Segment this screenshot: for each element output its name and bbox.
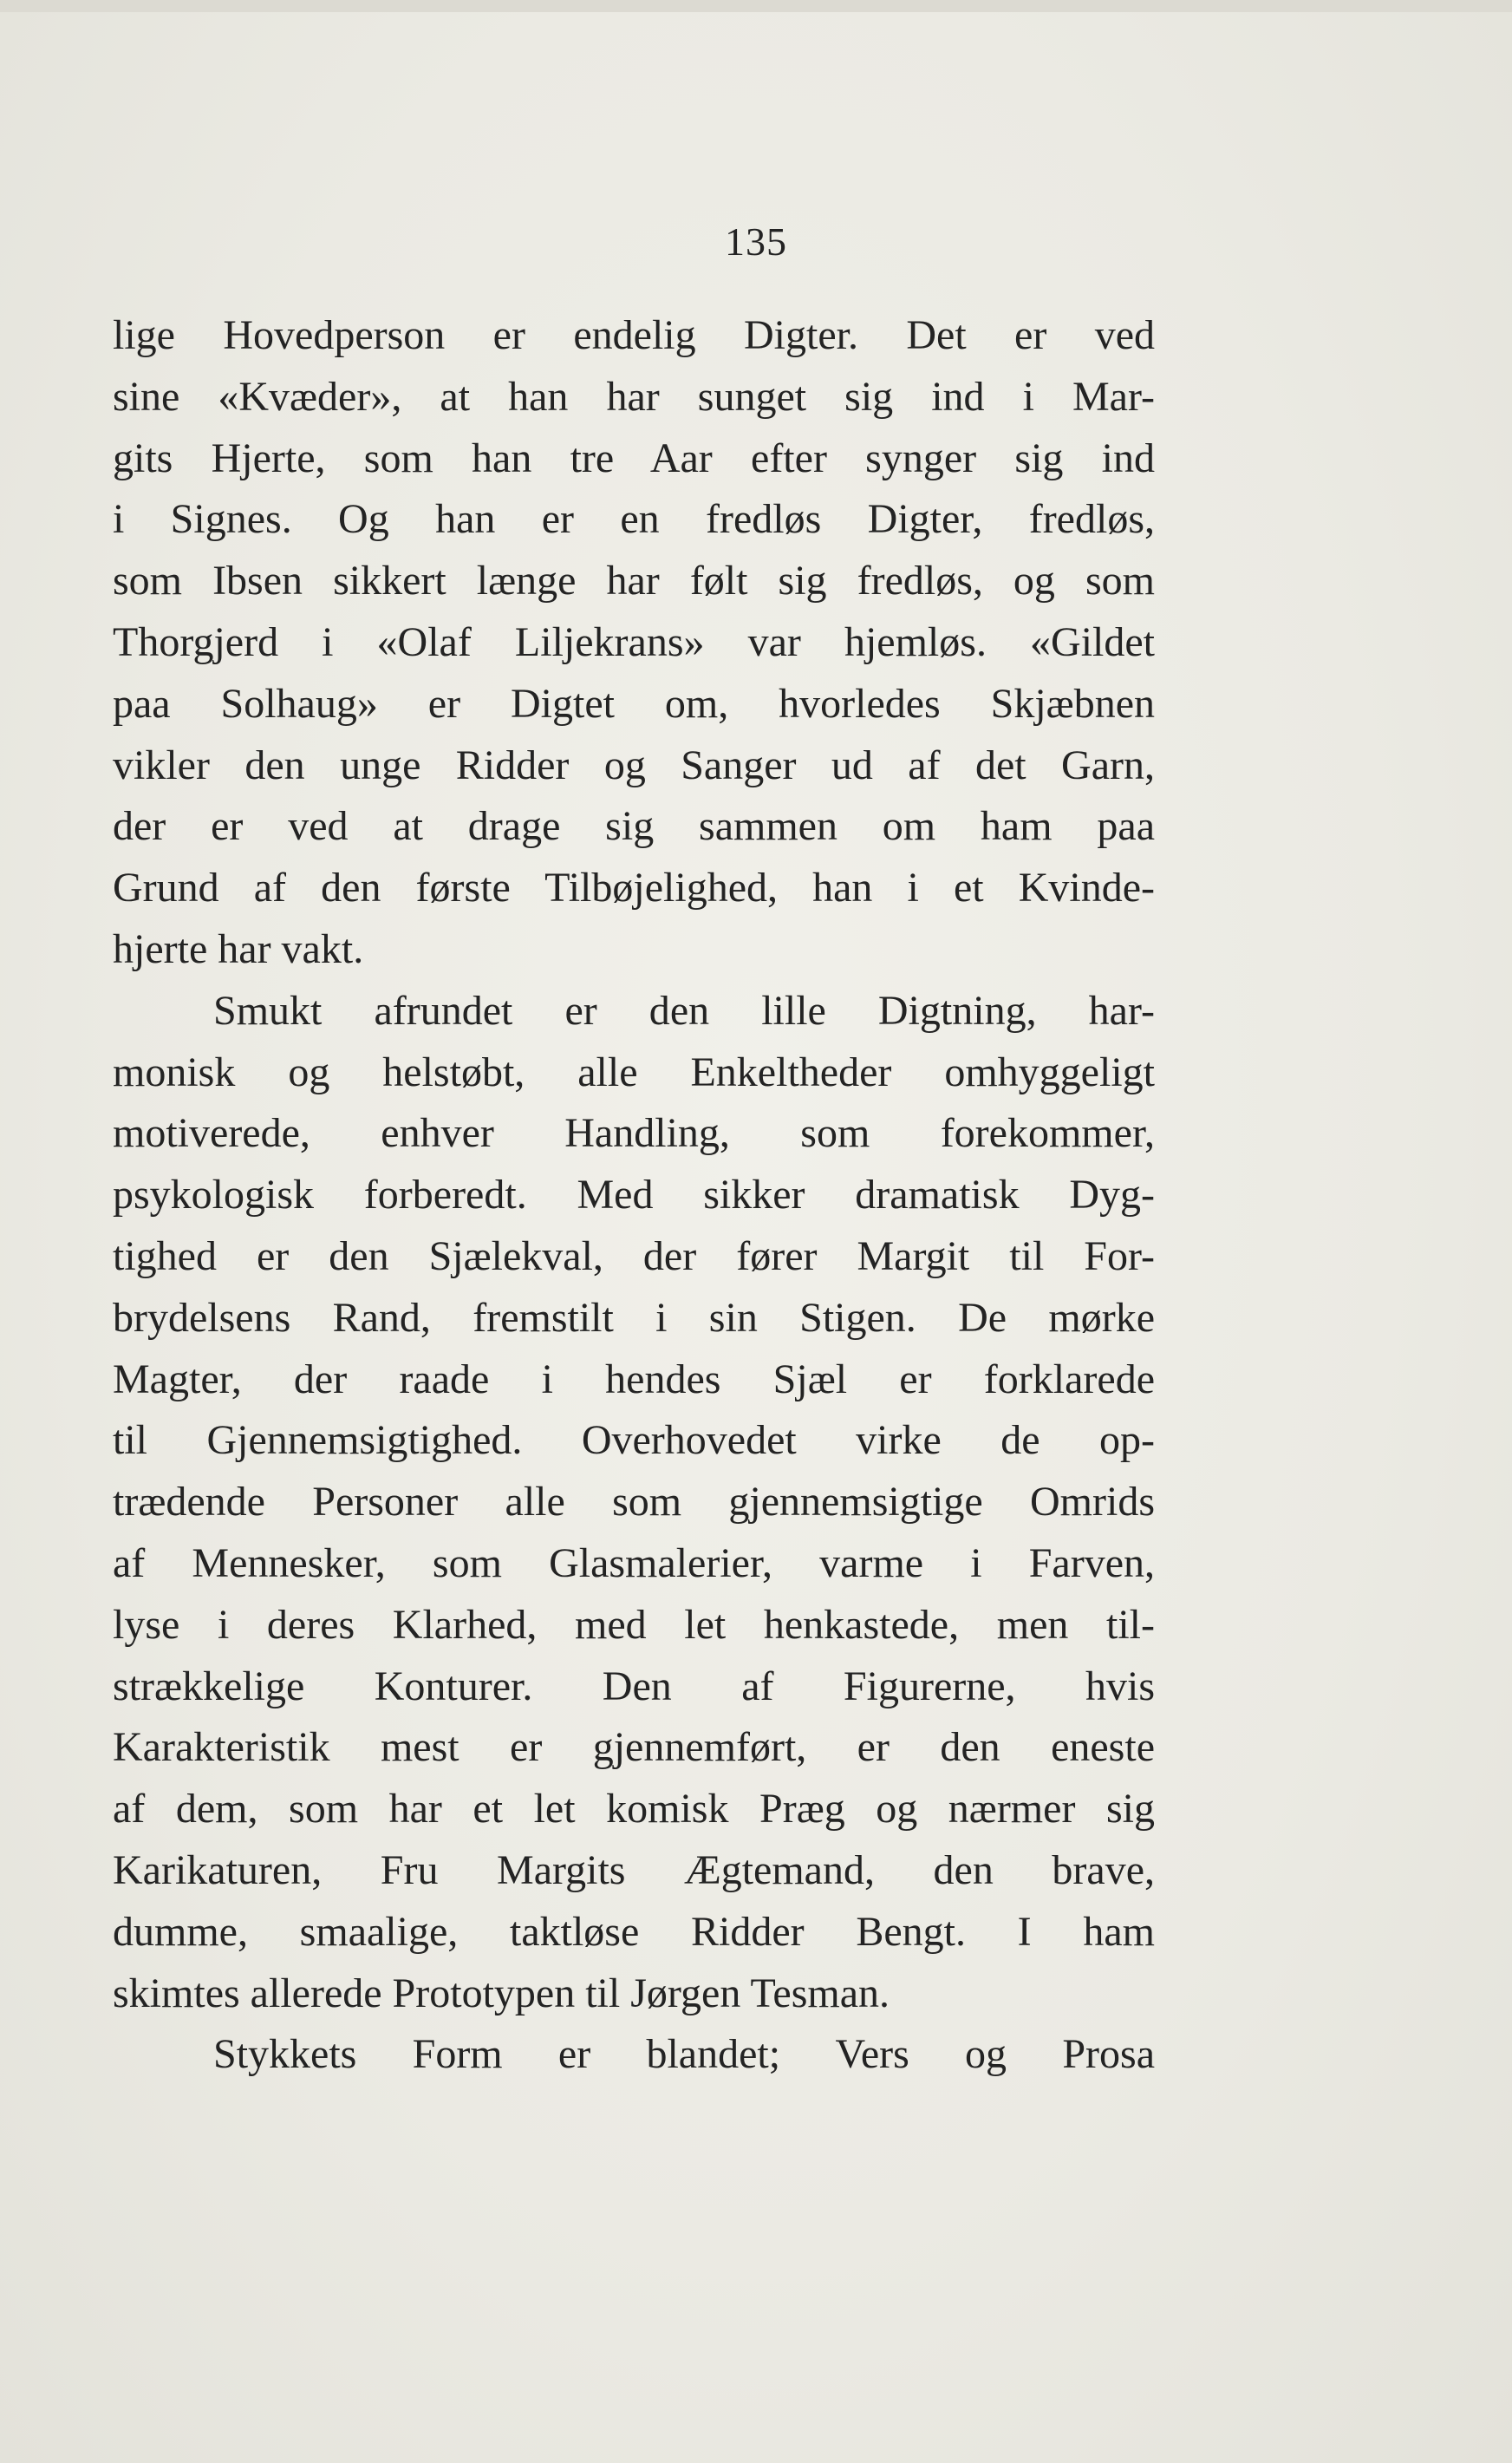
text-line: Stykkets Form er blandet; Vers og Prosa xyxy=(213,2031,1155,2078)
text-line: der er ved at drage sig sammen om ham paa xyxy=(113,803,1155,850)
page-top-edge xyxy=(0,0,1512,12)
text-line: lige Hovedperson er endelig Digter. Det er ved xyxy=(113,312,1155,358)
text-line: paa Solhaug» er Digtet om, hvorledes Skjæbnen xyxy=(113,680,1155,727)
text-line: af Mennesker, som Glasmalerier, varme i Farven, xyxy=(113,1539,1155,1586)
text-line: sine «Kvæder», at han har sunget sig ind i Mar- xyxy=(113,373,1155,420)
text-line: tighed er den Sjælekval, der fører Margit til For- xyxy=(113,1232,1155,1279)
text-line: trædende Personer alle som gjennemsigtige Omrids xyxy=(113,1479,1155,1525)
text-line: vikler den unge Ridder og Sanger ud af det Garn, xyxy=(113,742,1155,788)
text-line: Smukt afrundet er den lille Digtning, har- xyxy=(213,987,1155,1034)
text-line: i Signes. Og han er en fredløs Digter, fredløs, xyxy=(113,496,1155,543)
text-line: gits Hjerte, som han tre Aar efter synger sig ind xyxy=(113,434,1155,481)
text-line: hjerte har vakt. xyxy=(113,925,364,972)
text-line: Karakteristik mest er gjennemført, er den eneste xyxy=(113,1724,1155,1771)
text-line: af dem, som har et let komisk Præg og nærmer sig xyxy=(113,1786,1155,1833)
text-line: psykologisk forberedt. Med sikker dramatisk Dyg- xyxy=(113,1172,1155,1218)
body-text xyxy=(113,305,1155,2086)
page-number: 135 xyxy=(725,219,787,264)
text-line: brydelsens Rand, fremstilt i sin Stigen. De mørke xyxy=(113,1294,1155,1341)
text-line: skimtes allerede Prototypen til Jørgen Tesman. xyxy=(113,1970,890,2016)
text-line: monisk og helstøbt, alle Enkeltheder omhyggeligt xyxy=(113,1049,1155,1095)
text-line: dumme, smaalige, taktløse Ridder Bengt. I ham xyxy=(113,1908,1155,1955)
text-line: Thorgjerd i «Olaf Liljekrans» var hjemløs. «Gildet xyxy=(113,618,1155,665)
text-line: Magter, der raade i hendes Sjæl er forklarede xyxy=(113,1356,1155,1402)
text-line: lyse i deres Klarhed, med let henkastede, men til- xyxy=(113,1601,1155,1648)
text-line: Karikaturen, Fru Margits Ægtemand, den brave, xyxy=(113,1846,1155,1893)
text-line: Grund af den første Tilbøjelighed, han i et Kvinde- xyxy=(113,865,1155,911)
text-line: motiverede, enhver Handling, som forekommer, xyxy=(113,1110,1155,1157)
text-line: til Gjennemsigtighed. Overhovedet virke de op- xyxy=(113,1417,1155,1464)
text-line: som Ibsen sikkert længe har følt sig fredløs, og som xyxy=(113,558,1155,604)
text-line: strækkelige Konturer. Den af Figurerne, hvis xyxy=(113,1663,1155,1709)
